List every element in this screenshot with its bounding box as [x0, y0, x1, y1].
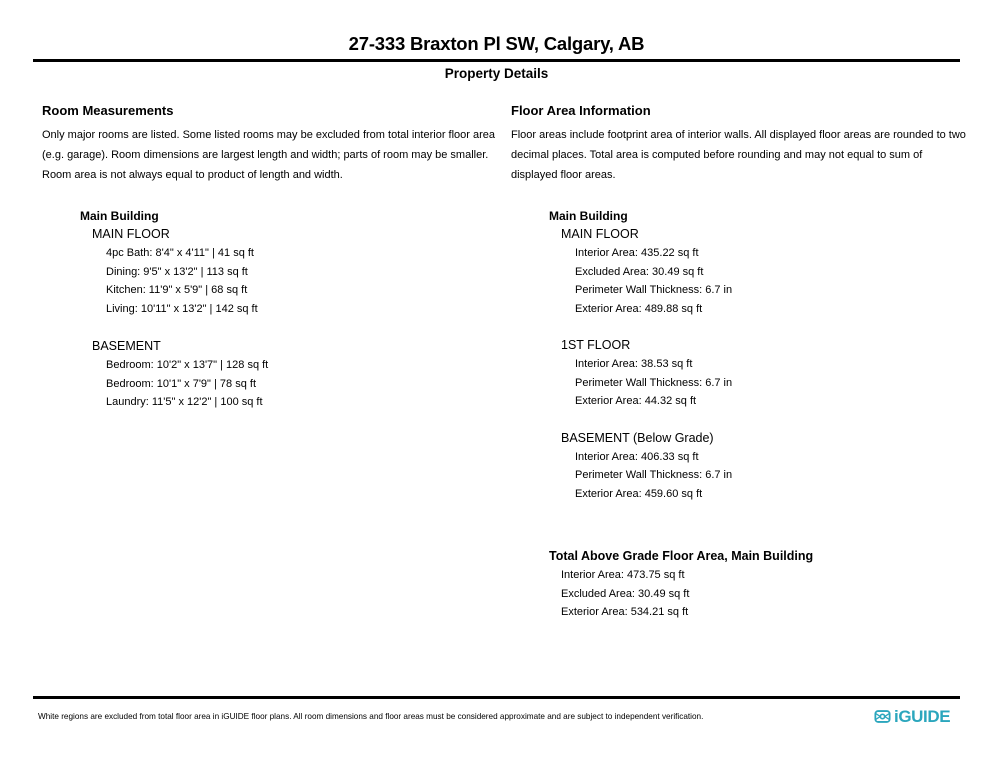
floor-title: 1ST FLOOR: [561, 338, 631, 352]
room-item: Bedroom: 10'1" x 7'9" | 78 sq ft: [106, 377, 257, 390]
floor-group-basement: [42, 337, 497, 412]
area-item: Interior Area: 406.33 sq ft: [575, 450, 699, 463]
area-item: Exterior Area: 44.32 sq ft: [575, 395, 697, 407]
room-measurements-column: [42, 103, 497, 412]
room-item: Dining: 9'5" x 13'2" | 113 sq ft: [106, 265, 248, 278]
area-item: Perimeter Wall Thickness: 6.7 in: [575, 469, 733, 481]
room-item: Bedroom: 10'2" x 13'7" | 128 sq ft: [106, 359, 269, 371]
header-divider: [33, 59, 960, 62]
floor-title: BASEMENT (Below Grade): [561, 430, 714, 445]
footer-disclaimer: White regions are excluded from total floor area in iGUIDE floor plans. All room dimensions and floor areas must be considered approximate and are subject to independent verification.: [38, 712, 704, 721]
area-item: Exterior Area: 489.88 sq ft: [575, 302, 703, 315]
floor-title: MAIN FLOOR: [561, 227, 639, 241]
room-measurements-heading: Room Measurements: [42, 103, 174, 118]
total-above-grade-title: Total Above Grade Floor Area, Main Building: [549, 549, 814, 563]
footer-divider: [33, 696, 960, 699]
total-item: Interior Area: 473.75 sq ft: [561, 569, 685, 581]
total-above-grade-block: [511, 547, 966, 622]
room-item: Kitchen: 11'9" x 5'9" | 68 sq ft: [106, 284, 248, 296]
area-item: Exterior Area: 459.60 sq ft: [575, 487, 703, 500]
room-item: 4pc Bath: 8'4" x 4'11" | 41 sq ft: [106, 247, 254, 259]
floor-area-heading: Floor Area Information: [511, 103, 651, 118]
building-label-left: Main Building: [80, 209, 159, 223]
iguide-logo: [874, 708, 950, 725]
floor-group-main-floor: [42, 225, 497, 318]
area-group-main-floor: [511, 225, 966, 318]
area-group-basement: [511, 429, 966, 504]
room-item: Laundry: 11'5" x 12'2" | 100 sq ft: [106, 396, 263, 408]
room-measurements-intro: Only major rooms are listed. Some listed rooms may be excluded from total interior floor area (e.g. garage). Room dimensions are largest length and width; parts of room may be smaller. Room area is not always equal to product of length and width.: [42, 129, 496, 181]
total-item: Exterior Area: 534.21 sq ft: [561, 606, 689, 618]
room-item: Living: 10'11" x 13'2" | 142 sq ft: [106, 302, 258, 315]
area-item: Perimeter Wall Thickness: 6.7 in: [575, 376, 733, 389]
floor-title: BASEMENT: [92, 339, 161, 353]
page-title: 27-333 Braxton Pl SW, Calgary, AB: [348, 33, 645, 54]
area-item: Excluded Area: 30.49 sq ft: [575, 265, 704, 278]
floor-area-information-column: [511, 103, 966, 622]
area-item: Interior Area: 435.22 sq ft: [575, 247, 699, 259]
building-label-right: Main Building: [549, 209, 628, 223]
total-item: Excluded Area: 30.49 sq ft: [561, 587, 690, 600]
room-measurements-sections: [42, 207, 497, 412]
floor-title: MAIN FLOOR: [92, 227, 170, 241]
page-subtitle: Property Details: [444, 66, 549, 81]
iguide-logo-text: iGUIDE: [894, 707, 951, 726]
floor-area-sections: [511, 207, 966, 622]
area-item: Perimeter Wall Thickness: 6.7 in: [575, 284, 733, 296]
area-group-1st-floor: [511, 336, 966, 411]
camera-icon: [874, 708, 891, 725]
floor-area-intro: Floor areas include footprint area of interior walls. All displayed floor areas are rounded to two decimal places. Total area is computed before rounding and may not equal to sum of displayed floor areas.: [511, 129, 966, 181]
area-item: Interior Area: 38.53 sq ft: [575, 358, 693, 370]
